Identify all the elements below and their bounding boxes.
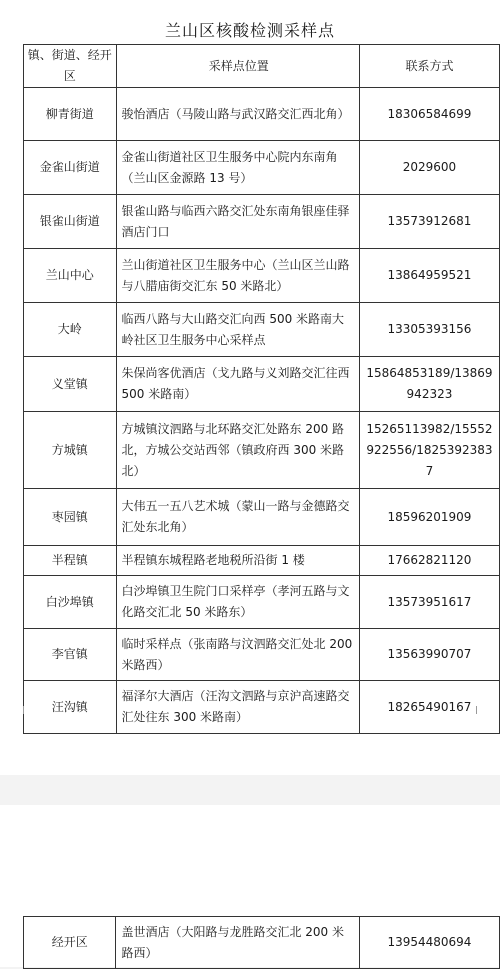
phone-cell: 17662821120 — [359, 546, 499, 576]
table-row — [24, 576, 500, 629]
sampling-sites-table — [23, 44, 500, 734]
header-location: 采样点位置 — [116, 45, 359, 88]
phone-cell: 13954480694 — [359, 917, 499, 969]
header-town: 镇、街道、经开区 — [24, 45, 117, 88]
table-header-row — [24, 45, 500, 88]
town-cell: 银雀山街道 — [24, 195, 117, 249]
page-corner-mark — [476, 706, 485, 714]
phone-cell: 13305393156 — [359, 303, 499, 357]
table-row — [24, 546, 500, 576]
phone-cell: 15265113982/15552922556/18253923837 — [359, 412, 499, 489]
location-cell: 方城镇汶泗路与北环路交汇处路东 200 路北，方城公交站西邻（镇政府西 300 米路北） — [116, 412, 359, 489]
location-cell: 骏怡酒店（马陵山路与武汉路交汇西北角） — [116, 88, 359, 141]
town-cell: 方城镇 — [24, 412, 117, 489]
location-cell: 白沙埠镇卫生院门口采样亭（孝河五路与文化路交汇北 50 米路东） — [116, 576, 359, 629]
location-cell: 福泽尔大酒店（汪沟文泗路与京沪高速路交汇处往东 300 米路南） — [116, 681, 359, 734]
town-cell: 枣园镇 — [24, 489, 117, 546]
location-cell: 金雀山街道社区卫生服务中心院内东南角（兰山区金源路 13 号） — [116, 141, 359, 195]
town-cell: 金雀山街道 — [24, 141, 117, 195]
table-row — [24, 195, 500, 249]
phone-cell: 18265490167 — [359, 681, 499, 734]
location-cell: 兰山街道社区卫生服务中心（兰山区兰山路与八腊庙街交汇东 50 米路北） — [116, 249, 359, 303]
town-cell: 白沙埠镇 — [24, 576, 117, 629]
town-cell: 半程镇 — [24, 546, 117, 576]
table-row — [24, 917, 500, 969]
phone-cell: 18306584699 — [359, 88, 499, 141]
phone-cell: 13563990707 — [359, 629, 499, 681]
sampling-sites-table-continued — [23, 916, 500, 969]
table-row — [24, 141, 500, 195]
header-contact: 联系方式 — [359, 45, 499, 88]
table-row — [24, 412, 500, 489]
location-cell: 银雀山路与临西六路交汇处东南角银座佳驿酒店门口 — [116, 195, 359, 249]
town-cell: 义堂镇 — [24, 357, 117, 412]
document-title: 兰山区核酸检测采样点 — [164, 21, 335, 40]
location-cell: 朱保尚客优酒店（戈九路与义刘路交汇往西 500 米路南） — [116, 357, 359, 412]
location-cell: 临时采样点（张南路与汶泗路交汇处北 200 米路西） — [116, 629, 359, 681]
location-cell: 临西八路与大山路交汇向西 500 米路南大岭社区卫生服务中心采样点 — [116, 303, 359, 357]
table-row — [24, 489, 500, 546]
table-row — [24, 357, 500, 412]
town-cell: 李官镇 — [24, 629, 117, 681]
phone-cell: 13573951617 — [359, 576, 499, 629]
table-row — [24, 249, 500, 303]
town-cell: 柳青街道 — [24, 88, 117, 141]
page-corner-mark — [15, 706, 24, 714]
town-cell: 大岭 — [24, 303, 117, 357]
table-row — [24, 88, 500, 141]
table-row — [24, 303, 500, 357]
location-cell: 半程镇东城程路老地税所沿街 1 楼 — [116, 546, 359, 576]
table-row — [24, 681, 500, 734]
location-cell: 盖世酒店（大阳路与龙胜路交汇北 200 米路西） — [116, 917, 359, 969]
table-row — [24, 629, 500, 681]
phone-cell: 13864959521 — [359, 249, 499, 303]
town-cell: 汪沟镇 — [24, 681, 117, 734]
town-cell: 经开区 — [24, 917, 116, 969]
phone-cell: 15864853189/13869942323 — [359, 357, 499, 412]
location-cell: 大伟五一五八艺术城（蒙山一路与金德路交汇处东北角） — [116, 489, 359, 546]
phone-cell: 18596201909 — [359, 489, 499, 546]
town-cell: 兰山中心 — [24, 249, 117, 303]
phone-cell: 2029600 — [359, 141, 499, 195]
phone-cell: 13573912681 — [359, 195, 499, 249]
